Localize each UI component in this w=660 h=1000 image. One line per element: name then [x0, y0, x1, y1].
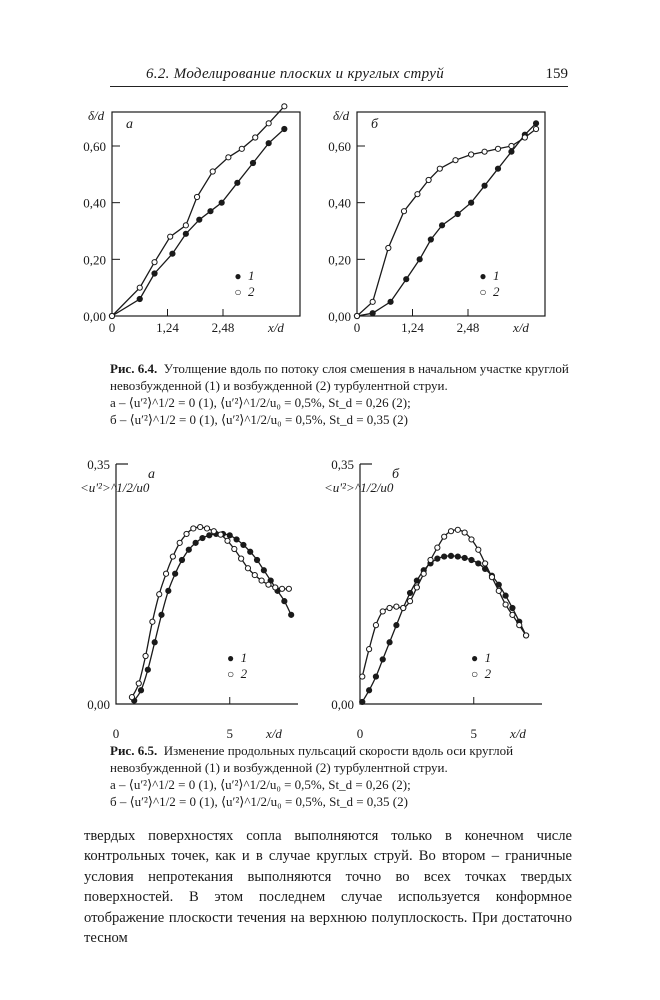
data-point-series-2	[137, 285, 142, 290]
y-tick-label: 0,40	[328, 195, 351, 211]
caption-text: Изменение продольных пульсаций скорости вдоль оси круглой невозбужденной (1) и возбужденной (2) турбулентной струи.	[110, 743, 514, 775]
data-point-series-1	[179, 557, 184, 562]
y-tick-label: 0,20	[83, 252, 106, 268]
series-line-1	[362, 556, 526, 702]
data-point-series-2	[239, 556, 244, 561]
legend-label: 1	[247, 268, 255, 283]
data-point-series-1	[289, 612, 294, 617]
legend-label: 2	[484, 666, 492, 681]
data-point-series-1	[482, 183, 487, 188]
data-point-series-2	[415, 192, 420, 197]
data-point-series-1	[282, 126, 287, 131]
data-point-series-1	[509, 149, 514, 154]
y-tick-label: 0,35	[331, 457, 354, 472]
data-point-series-1	[417, 257, 422, 262]
y-tick-label: 0,00	[331, 697, 354, 712]
x-axis-label: x/d	[513, 320, 529, 335]
data-point-series-2	[225, 538, 230, 543]
chart-fig6.5b	[324, 457, 542, 741]
data-point-series-2	[252, 572, 257, 577]
data-point-series-2	[386, 245, 391, 250]
data-point-series-2	[177, 540, 182, 545]
data-point-series-1	[193, 540, 198, 545]
data-point-series-1	[254, 557, 259, 562]
data-point-series-2	[266, 121, 271, 126]
data-point-series-1	[266, 141, 271, 146]
data-point-series-2	[211, 529, 216, 534]
data-point-series-1	[367, 688, 372, 693]
data-point-series-2	[239, 146, 244, 151]
plot-axes	[360, 464, 542, 704]
data-point-series-2	[523, 633, 528, 638]
x-tick-label: 0	[108, 320, 116, 335]
data-point-series-2	[245, 566, 250, 571]
data-point-series-1	[439, 223, 444, 228]
data-point-series-2	[483, 561, 488, 566]
x-axis-label: x/d	[510, 726, 526, 741]
data-point-series-1	[282, 599, 287, 604]
data-point-series-1	[145, 667, 150, 672]
x-tick-label: 2,48	[456, 320, 480, 335]
data-point-series-1	[170, 251, 175, 256]
data-point-series-2	[170, 554, 175, 559]
data-point-series-2	[191, 526, 196, 531]
chart-fig6.5a	[80, 457, 298, 741]
data-point-series-2	[510, 612, 515, 617]
data-point-series-2	[354, 313, 359, 318]
data-point-series-2	[163, 571, 168, 576]
data-point-series-2	[453, 158, 458, 163]
data-point-series-2	[282, 104, 287, 109]
y-axis-label: <u'²>^1/2/u0	[80, 480, 150, 495]
data-point-series-1	[186, 547, 191, 552]
legend-label: 2	[247, 284, 255, 299]
data-point-series-1	[138, 688, 143, 693]
data-point-series-1	[455, 211, 460, 216]
data-point-series-2	[503, 602, 508, 607]
legend-label: 1	[484, 650, 492, 665]
data-point-series-2	[509, 143, 514, 148]
x-tick-label: 5	[470, 726, 477, 741]
x-tick-label: 2,48	[211, 320, 235, 335]
data-point-series-2	[421, 571, 426, 576]
data-point-series-1	[208, 209, 213, 214]
panel-label: б	[392, 467, 400, 482]
x-tick-label: 0	[356, 726, 364, 741]
legend-marker: ○	[227, 667, 235, 681]
data-point-series-1	[166, 588, 171, 593]
caption-text: Утолщение вдоль по потоку слоя смешения в начальном участке круглой невозбужденной (1) и возбужденной (2) турбулентной струи.	[110, 361, 569, 393]
data-point-series-1	[173, 571, 178, 576]
data-point-series-2	[143, 653, 148, 658]
data-point-series-2	[360, 674, 365, 679]
legend-marker: ○	[479, 285, 487, 299]
data-point-series-2	[129, 695, 134, 700]
caption-line-a: а – ⟨u′²⟩^1/2 = 0 (1), ⟨u′²⟩^1/2/u₀ = 0,5%, St_d = 0,26 (2);	[110, 777, 411, 792]
data-point-series-1	[388, 299, 393, 304]
data-point-series-1	[428, 237, 433, 242]
legend-marker: ○	[234, 285, 242, 299]
body-paragraph: твердых поверхностях сопла выполняются только в конечном числе контрольных точек, как и в случае круглых струй. Во втором – граничные условия непротекания выполняются точно во всех точках твердых поверхностей. В этом последнем случае используется конформное отображение плоскости течения на верхнюю полуплоскость. При достаточно тесном	[84, 828, 572, 947]
data-point-series-2	[168, 234, 173, 239]
legend-marker: ●	[479, 269, 487, 283]
data-point-series-2	[426, 177, 431, 182]
data-point-series-2	[226, 155, 231, 160]
panel-label: а	[148, 467, 155, 482]
y-tick-label: 0,20	[328, 252, 351, 268]
data-point-series-2	[109, 313, 114, 318]
data-point-series-1	[227, 533, 232, 538]
data-point-series-2	[401, 209, 406, 214]
y-tick-label: 0,35	[87, 457, 110, 472]
data-point-series-1	[495, 166, 500, 171]
data-point-series-1	[183, 231, 188, 236]
caption-line-a: а – ⟨u′²⟩^1/2 = 0 (1), ⟨u′²⟩^1/2/u₀ = 0,5%, St_d = 0,26 (2);	[110, 395, 411, 410]
data-point-series-2	[136, 681, 141, 686]
x-axis-label: x/d	[266, 726, 282, 741]
legend-marker: ●	[471, 651, 479, 665]
data-point-series-2	[387, 605, 392, 610]
x-tick-label: 1,24	[156, 320, 179, 335]
y-axis-label: δ/d	[88, 108, 105, 123]
legend-label: 1	[492, 268, 500, 283]
y-tick-label: 0,40	[83, 195, 106, 211]
data-point-series-1	[200, 535, 205, 540]
series-line-2	[132, 527, 289, 697]
data-point-series-1	[380, 657, 385, 662]
running-header-title: 6.2. Моделирование плоских и круглых струй	[146, 66, 445, 82]
running-header	[110, 64, 568, 87]
legend-marker: ●	[227, 651, 235, 665]
data-point-series-2	[469, 537, 474, 542]
data-point-series-1	[235, 180, 240, 185]
data-point-series-2	[204, 526, 209, 531]
y-axis-label: δ/d	[333, 108, 350, 123]
data-point-series-1	[435, 556, 440, 561]
caption-line-b: б – ⟨u′²⟩^1/2 = 0 (1), ⟨u′²⟩^1/2/u₀ = 0,5%, St_d = 0,35 (2)	[110, 412, 408, 427]
caption-line-b: б – ⟨u′²⟩^1/2 = 0 (1), ⟨u′²⟩^1/2/u₀ = 0,5%, St_d = 0,35 (2)	[110, 794, 408, 809]
data-point-series-1	[442, 554, 447, 559]
data-point-series-2	[414, 585, 419, 590]
figure-6-5-caption	[110, 742, 570, 810]
data-point-series-2	[437, 166, 442, 171]
data-point-series-2	[370, 299, 375, 304]
data-point-series-2	[259, 578, 264, 583]
data-point-series-2	[495, 146, 500, 151]
data-point-series-2	[266, 582, 271, 587]
data-point-series-1	[476, 561, 481, 566]
data-point-series-2	[489, 575, 494, 580]
data-point-series-2	[194, 194, 199, 199]
data-point-series-1	[219, 200, 224, 205]
data-point-series-2	[218, 532, 223, 537]
data-point-series-2	[469, 152, 474, 157]
x-tick-label: 5	[226, 726, 233, 741]
data-point-series-1	[360, 699, 365, 704]
data-point-series-1	[455, 554, 460, 559]
data-point-series-1	[248, 549, 253, 554]
data-point-series-2	[448, 529, 453, 534]
series-line-1	[134, 534, 291, 701]
data-point-series-1	[510, 605, 515, 610]
data-point-series-2	[152, 260, 157, 265]
data-point-series-2	[373, 623, 378, 628]
data-point-series-1	[261, 568, 266, 573]
series-line-2	[112, 106, 284, 316]
x-tick-label: 1,24	[401, 320, 424, 335]
data-point-series-2	[522, 135, 527, 140]
figure-6-4	[0, 100, 660, 350]
data-point-series-1	[152, 271, 157, 276]
series-line-2	[362, 530, 526, 677]
data-point-series-1	[503, 593, 508, 598]
data-point-series-2	[210, 169, 215, 174]
page-number: 159	[545, 66, 568, 82]
panel-label: а	[126, 117, 133, 132]
data-point-series-1	[137, 296, 142, 301]
y-tick-label: 0,00	[83, 309, 106, 324]
chart-fig6.4a	[83, 104, 300, 335]
data-point-series-1	[241, 542, 246, 547]
data-point-series-2	[435, 545, 440, 550]
data-point-series-2	[407, 599, 412, 604]
x-tick-label: 0	[112, 726, 120, 741]
data-point-series-1	[462, 555, 467, 560]
data-point-series-2	[462, 530, 467, 535]
data-point-series-2	[476, 547, 481, 552]
data-point-series-2	[183, 223, 188, 228]
legend-marker: ○	[471, 667, 479, 681]
data-point-series-2	[455, 527, 460, 532]
data-point-series-2	[198, 524, 203, 529]
chart-fig6.4b	[328, 108, 545, 335]
x-tick-label: 0	[353, 320, 361, 335]
data-point-series-1	[152, 640, 157, 645]
data-point-series-1	[159, 612, 164, 617]
figure-6-4-caption	[110, 360, 570, 428]
data-point-series-2	[253, 135, 258, 140]
legend-marker: ●	[234, 269, 242, 283]
data-point-series-1	[370, 311, 375, 316]
data-point-series-1	[373, 674, 378, 679]
data-point-series-2	[428, 557, 433, 562]
data-point-series-2	[442, 534, 447, 539]
caption-label: Рис. 6.5.	[110, 743, 158, 758]
data-point-series-1	[533, 121, 538, 126]
legend-label: 2	[240, 666, 248, 681]
data-point-series-1	[250, 160, 255, 165]
data-point-series-2	[150, 619, 155, 624]
data-point-series-2	[401, 605, 406, 610]
data-point-series-2	[184, 531, 189, 536]
data-point-series-1	[197, 217, 202, 222]
panel-label: б	[371, 117, 379, 132]
data-point-series-2	[517, 623, 522, 628]
figure-6-5	[0, 450, 660, 741]
y-axis-label: <u'²>^1/2/u0	[324, 480, 394, 495]
data-point-series-2	[232, 546, 237, 551]
data-point-series-2	[496, 588, 501, 593]
data-point-series-1	[469, 200, 474, 205]
y-tick-label: 0,00	[328, 309, 351, 324]
legend-label: 2	[492, 284, 500, 299]
data-point-series-2	[157, 592, 162, 597]
data-point-series-1	[404, 277, 409, 282]
legend-label: 1	[240, 650, 248, 665]
data-point-series-1	[394, 623, 399, 628]
data-point-series-2	[380, 609, 385, 614]
data-point-series-1	[469, 557, 474, 562]
data-point-series-2	[273, 585, 278, 590]
data-point-series-2	[394, 604, 399, 609]
data-point-series-1	[407, 590, 412, 595]
y-tick-label: 0,00	[87, 697, 110, 712]
data-point-series-2	[279, 586, 284, 591]
data-point-series-2	[533, 126, 538, 131]
caption-label: Рис. 6.4.	[110, 361, 158, 376]
data-point-series-1	[207, 533, 212, 538]
data-point-series-2	[286, 586, 291, 591]
data-point-series-1	[387, 640, 392, 645]
x-axis-label: x/d	[268, 320, 284, 335]
data-point-series-2	[482, 149, 487, 154]
y-tick-label: 0,60	[83, 139, 106, 154]
data-point-series-2	[367, 647, 372, 652]
data-point-series-1	[448, 553, 453, 558]
y-tick-label: 0,60	[328, 139, 351, 154]
data-point-series-1	[234, 537, 239, 542]
